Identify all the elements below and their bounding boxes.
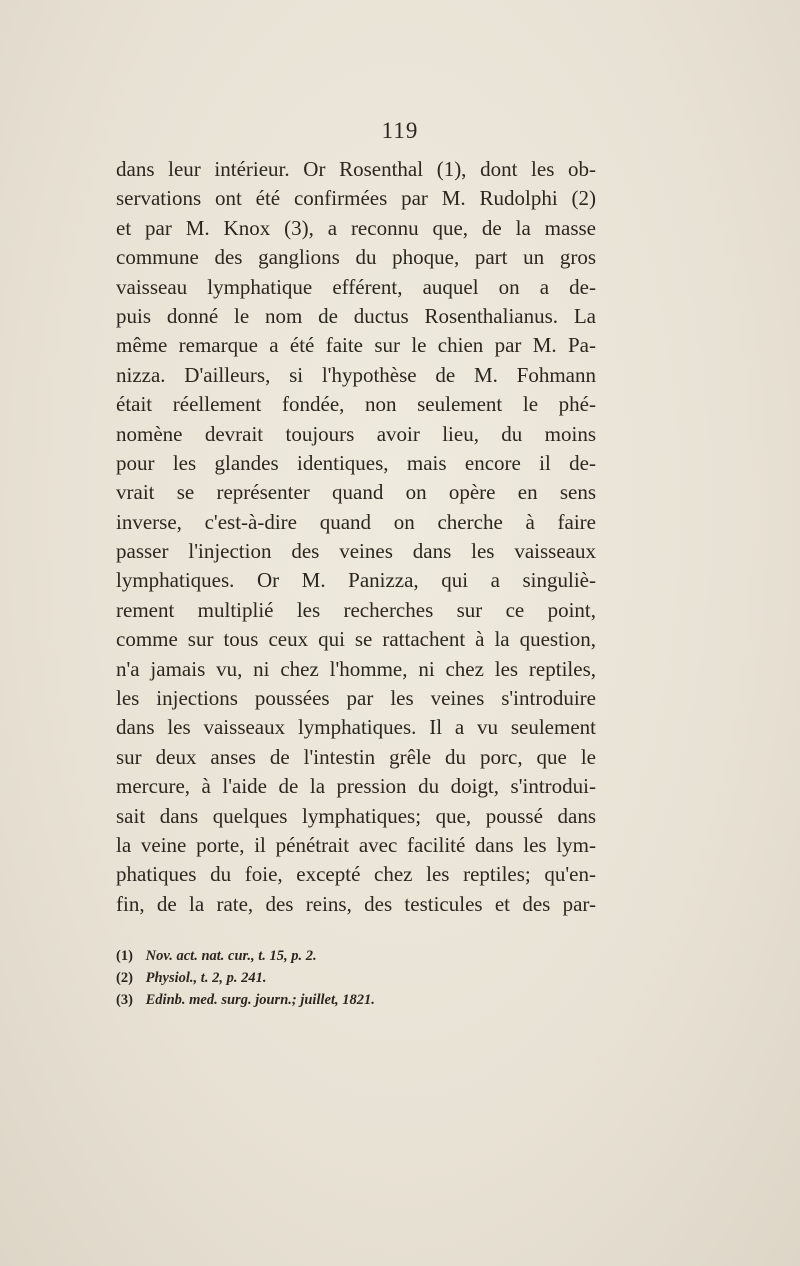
text-line: fin, de la rate, des reins, des testicules et des par- [116, 891, 596, 916]
text-line: nomène devrait toujours avoir lieu, du moins [116, 421, 596, 446]
text-line: même remarque a été faite sur le chien par M. Pa- [116, 333, 596, 358]
footnote [116, 989, 596, 1011]
text-line: lymphatiques. Or M. Panizza, qui a singuliè- [116, 568, 596, 593]
text-line: dans leur intérieur. Or Rosenthal (1), dont les ob- [116, 157, 596, 181]
text-line: rement multiplié les recherches sur ce point, [116, 597, 596, 622]
footnote [116, 945, 596, 967]
footnote [116, 967, 596, 989]
footnote-marker: (3) [116, 992, 133, 1008]
text-line: n'a jamais vu, ni chez l'homme, ni chez les reptiles, [116, 656, 596, 681]
text-line: pour les glandes identiques, mais encore il de- [116, 450, 596, 475]
text-line: les injections poussées par les veines s'introduire [116, 686, 596, 711]
footnotes [116, 945, 596, 1011]
footnote-text: Physiol., t. 2, p. 241. [145, 970, 267, 986]
text-line: vaisseau lymphatique efférent, auquel on a de- [116, 274, 596, 299]
text-line: commune des ganglions du phoque, part un gros [116, 245, 596, 270]
text-line: servations ont été confirmées par M. Rudolphi (2) [116, 186, 596, 211]
text-line: nizza. D'ailleurs, si l'hypothèse de M. Fohmann [116, 362, 596, 387]
footnote-text: Edinb. med. surg. journ.; juillet, 1821. [145, 992, 375, 1008]
text-line: passer l'injection des veines dans les vaisseaux [116, 539, 596, 564]
page-number: 119 [381, 118, 419, 143]
text-line: vrait se représenter quand on opère en sens [116, 480, 596, 505]
footnote-text: Nov. act. nat. cur., t. 15, p. 2. [145, 948, 317, 964]
text-line: était réellement fondée, non seulement le phé- [116, 392, 596, 417]
text-line: comme sur tous ceux qui se rattachent à la question, [116, 627, 596, 652]
text-line: la veine porte, il pénétrait avec facilité dans les lym- [116, 832, 596, 857]
text-line: sait dans quelques lymphatiques; que, poussé dans [116, 803, 596, 828]
text-line: et par M. Knox (3), a reconnu que, de la masse [116, 215, 596, 240]
body-text [116, 155, 596, 919]
text-line: inverse, c'est-à-dire quand on cherche à faire [116, 509, 596, 534]
text-line: mercure, à l'aide de la pression du doigt, s'introdui- [116, 774, 596, 799]
text-line: puis donné le nom de ductus Rosenthalianus. La [116, 303, 596, 328]
text-line: dans les vaisseaux lymphatiques. Il a vu seulement [116, 715, 596, 740]
text-line: sur deux anses de l'intestin grêle du porc, que le [116, 744, 596, 769]
footnote-marker: (1) [116, 948, 133, 964]
footnote-marker: (2) [116, 970, 133, 986]
text-line: phatiques du foie, excepté chez les reptiles; qu'en- [116, 862, 596, 887]
